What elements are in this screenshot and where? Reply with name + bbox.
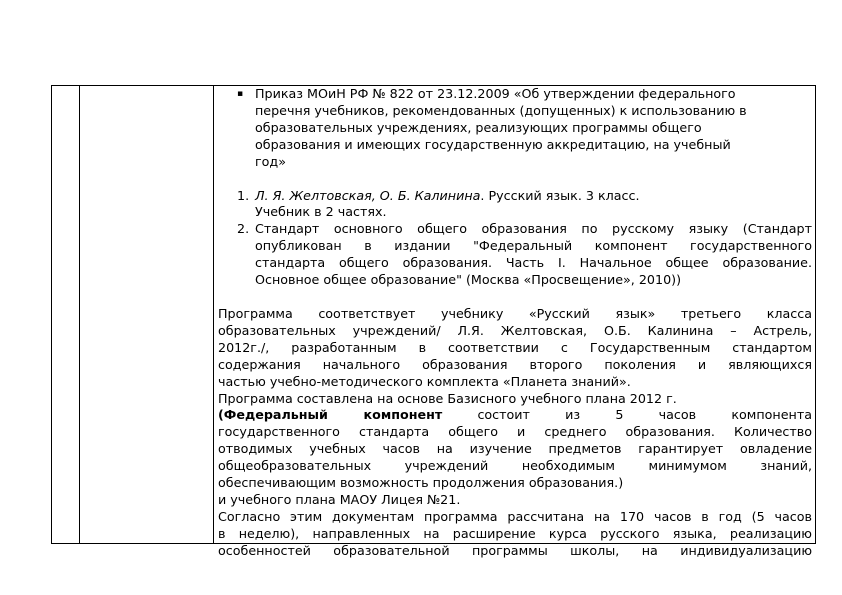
paragraph-line: частью учебно-методического комплекта «Планета знаний». — [218, 373, 631, 389]
list-line: Стандарт основного общего образования по русскому языку (Стандарт — [255, 221, 812, 237]
list-line — [255, 188, 812, 205]
bullet-line: год» — [255, 153, 286, 169]
paragraph-basis-plan — [218, 391, 812, 408]
list-line: Основное общее образование" (Москва «Просвещение», 2010)) — [255, 272, 682, 288]
federal-component-bold: (Федеральный компонент — [218, 407, 443, 423]
list-line: опубликован в издании "Федеральный компонент государственного — [255, 238, 812, 254]
paragraph-line: Согласно этим документам программа рассчитана на 170 часов в год (5 часов — [218, 508, 812, 524]
list-authors: Л. Я. Желтовская, О. Б. Калинина — [255, 187, 481, 203]
list-number: 1. — [237, 187, 250, 203]
bullet-line: образования и имеющих государственную аккредитацию, на учебный — [255, 136, 731, 152]
list-item — [218, 188, 812, 222]
bullet-square-icon: ▪ — [237, 89, 244, 99]
paragraph-line — [218, 407, 812, 424]
paragraph-line: общеобразовательных учреждений необходимым минимумом знаний, — [218, 458, 812, 474]
bullet-line: Приказ МОиН РФ № 822 от 23.12.2009 «Об утверждении федерального — [255, 86, 736, 101]
paragraph-line: Программа соответствует учебнику «Русский язык» третьего класса — [218, 305, 812, 321]
list-item — [218, 221, 812, 289]
bullet-line: перечня учебников, рекомендованных (допущенных) к использованию в — [255, 102, 747, 118]
paragraph-line: особенностей образовательной программы школы, на индивидуализацию — [218, 542, 812, 558]
paragraph-line: в неделю), направленных на расширение курса русского языка, реализацию — [218, 525, 812, 541]
paragraph-textbook — [218, 306, 812, 391]
paragraph-line: образовательных учреждений/ Л.Я. Желтовская, О.Б. Калинина – Астрель, — [218, 322, 812, 338]
bullet-line: образовательных учреждениях, реализующих программы общего — [255, 119, 702, 135]
column-divider-2 — [213, 86, 214, 543]
paragraph-line: обеспечивающим возможность продолжения образования.) — [218, 475, 624, 491]
federal-component-rest: состоит из 5 часов компонента — [477, 407, 812, 423]
paragraph-federal-component — [218, 407, 812, 492]
list-line: Учебник в 2 частях. — [255, 204, 387, 220]
paragraph-line: государственного стандарта общего и среднего образования. Количество — [218, 424, 812, 440]
spacer — [218, 289, 812, 306]
paragraph-line: отводимых учебных часов на изучение предметов гарантирует овладение — [218, 441, 812, 457]
table-cell-content — [218, 85, 812, 558]
paragraph-line: содержания начального образования второго поколения и являющихся — [218, 356, 812, 372]
column-divider-1 — [79, 86, 80, 543]
paragraph-lyceum-plan — [218, 492, 812, 509]
list-line: стандарта общего образования. Часть I. Начальное общее образование. — [255, 255, 812, 271]
paragraph-hours — [218, 509, 812, 560]
paragraph-line: Программа составлена на основе Базисного учебного плана 2012 г. — [218, 390, 677, 406]
spacer — [218, 171, 812, 188]
list-number: 2. — [237, 221, 250, 237]
paragraph-line: 2012г./, разработанным в соответствии с Государственным стандартом — [218, 339, 812, 355]
list-title: . Русский язык. 3 класс. — [480, 187, 640, 203]
bullet-item — [218, 86, 812, 171]
paragraph-line: и учебного плана МАОУ Лицея №21. — [218, 491, 461, 507]
